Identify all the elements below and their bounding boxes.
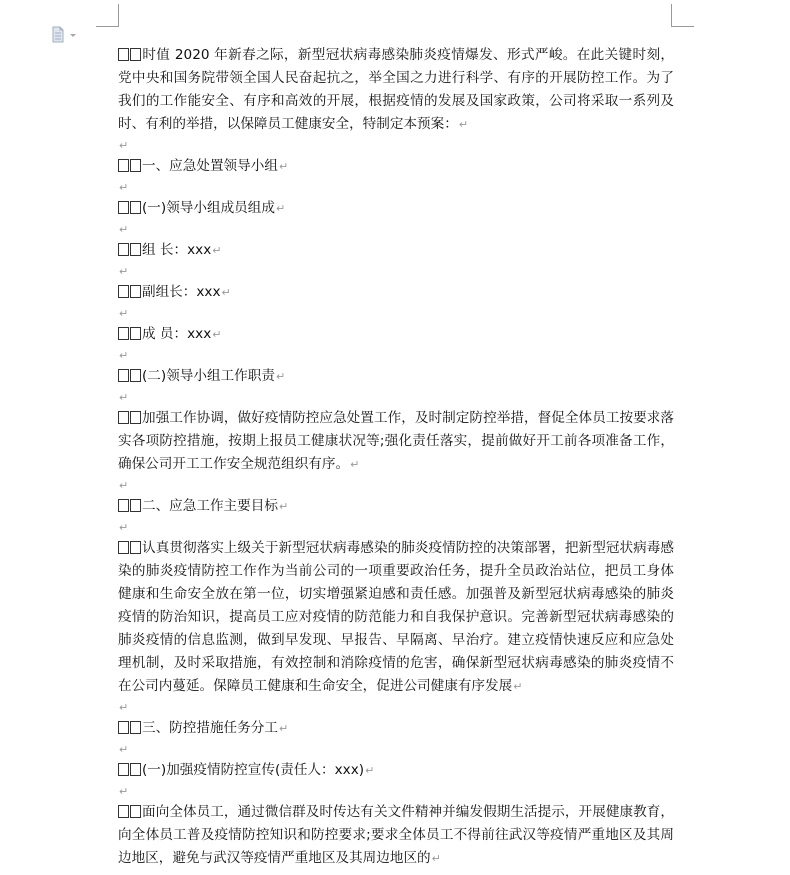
- empty-paragraph: [118, 740, 674, 759]
- paragraph-mark: ↵: [275, 370, 286, 383]
- paragraph-text: (二)领导小组工作职责: [142, 368, 275, 384]
- paragraph-text: 加强工作协调，做好疫情防控应急处置工作，及时制定防控举措，督促全体员工按要求落实各项防控措施，按期上报员工健康状况等;强化责任落实，提前做好开工前各项准备工作，确保公司开工工作安全规范组织有序。: [118, 410, 674, 472]
- empty-paragraph: [118, 388, 674, 407]
- paragraph-text: 成 员：xxx: [142, 326, 212, 342]
- paragraph-mark: ↵: [278, 160, 289, 173]
- indent-box: [118, 541, 129, 554]
- crop-mark-top-right: [671, 4, 694, 27]
- paragraph: [118, 44, 674, 136]
- indent-box: [130, 499, 141, 512]
- paragraph: [118, 365, 674, 388]
- paragraph-text: 二、应急工作主要目标: [142, 498, 278, 514]
- paragraph-mark: ↵: [119, 743, 129, 756]
- crop-mark-top-left: [96, 4, 119, 27]
- paragraph-text: 认真贯彻落实上级关于新型冠状病毒感染的肺炎疫情防控的决策部署，把新型冠状病毒感染的肺炎疫情防控工作作为当前公司的一项重要政治任务，提升全员政治站位，把员工身体健康和生命安全放在第一位，切实增强紧迫感和责任感。加强普及新型冠状病毒感染的肺炎疫情的防治知识，提高员工应对疫情的防范能力和自我保护意识。完善新型冠状病毒感染的肺炎疫情的信息监测，做到早发现、早报告、早隔离、早治疗。建立疫情快速反应和应急处理机制，及时采取措施，有效控制和消除疫情的危害，确保新型冠状病毒感染的肺炎疫情不在公司内蔓延。保障员工健康和生命安全，促进公司健康有序发展: [118, 540, 674, 694]
- document-body[interactable]: [118, 44, 674, 870]
- paragraph: [118, 759, 674, 782]
- paragraph-text: (一)领导小组成员组成: [142, 200, 275, 216]
- indent-box: [130, 201, 141, 214]
- paragraph-mark: ↵: [119, 265, 129, 278]
- paragraph-mark: ↵: [119, 521, 129, 534]
- paragraph-text: 时值 2020 年新春之际，新型冠状病毒感染肺炎疫情爆发、形式严峻。在此关键时刻，党中央和国务院带领全国人民奋起抗之，举全国之力进行科学、有序的开展防控工作。为了我们的工作能安全、有序和高效的开展，根据疫情的发展及国家政策，公司将采取一系列及时、有利的举措，以保障员工健康安全，特制定本预案：: [118, 47, 674, 132]
- paragraph: [118, 197, 674, 220]
- paragraph-mark: ↵: [119, 349, 129, 362]
- indent-box: [118, 159, 129, 172]
- indent-box: [118, 805, 129, 818]
- paragraph: [118, 155, 674, 178]
- paragraph-mark: ↵: [221, 286, 231, 299]
- indent-box: [130, 327, 141, 340]
- paragraph: [118, 717, 674, 740]
- paragraph-mark: ↵: [119, 181, 129, 194]
- indent-box: [130, 541, 141, 554]
- paragraph-text: (一)加强疫情防控宣传(责任人：xxx): [142, 762, 365, 778]
- empty-paragraph: [118, 178, 674, 197]
- empty-paragraph: [118, 346, 674, 365]
- paragraph-text: 三、防控措施任务分工: [142, 720, 278, 736]
- document-icon[interactable]: [50, 26, 80, 44]
- indent-box: [118, 327, 129, 340]
- paragraph-mark: ↵: [365, 764, 375, 777]
- empty-paragraph: [118, 698, 674, 717]
- indent-box: [130, 721, 141, 734]
- indent-box: [130, 285, 141, 298]
- paragraph-text: 副组长：xxx: [142, 284, 221, 300]
- paragraph: [118, 495, 674, 518]
- empty-paragraph: [118, 518, 674, 537]
- paragraph-mark: ↵: [119, 479, 129, 492]
- paragraph-mark: ↵: [119, 785, 129, 798]
- paragraph-mark: ↵: [278, 722, 289, 735]
- empty-paragraph: [118, 220, 674, 239]
- empty-paragraph: [118, 262, 674, 281]
- empty-paragraph: [118, 136, 674, 155]
- paragraph: [118, 537, 674, 698]
- paragraph-text: 一、应急处置领导小组: [142, 158, 278, 174]
- indent-box: [118, 243, 129, 256]
- indent-box: [118, 48, 129, 61]
- paragraph-mark: ↵: [119, 223, 129, 236]
- indent-box: [118, 763, 129, 776]
- indent-box: [118, 411, 129, 424]
- paragraph-mark: ↵: [119, 701, 129, 714]
- paragraph-text: 面向全体员工，通过微信群及时传达有关文件精神并编发假期生活提示，开展健康教育，向全体员工普及疫情防控知识和防控要求;要求全体员工不得前往武汉等疫情严重地区及其周边地区，避免与武汉等疫情严重地区及其周边地区的: [118, 804, 674, 866]
- paragraph-mark: ↵: [458, 118, 469, 131]
- indent-box: [130, 48, 141, 61]
- paragraph-mark: ↵: [350, 458, 360, 471]
- paragraph-mark: ↵: [431, 852, 441, 865]
- indent-box: [130, 805, 141, 818]
- paragraph-mark: ↵: [278, 500, 289, 513]
- indent-box: [130, 159, 141, 172]
- paragraph-mark: ↵: [212, 328, 222, 341]
- paragraph-mark: ↵: [513, 680, 523, 693]
- paragraph: [118, 281, 674, 304]
- paragraph-mark: ↵: [119, 139, 129, 152]
- empty-paragraph: [118, 476, 674, 495]
- empty-paragraph: [118, 782, 674, 801]
- paragraph-mark: ↵: [275, 202, 286, 215]
- indent-box: [118, 369, 129, 382]
- paragraph: [118, 407, 674, 476]
- paragraph-mark: ↵: [119, 391, 129, 404]
- paragraph: [118, 239, 674, 262]
- indent-box: [118, 721, 129, 734]
- paragraph-text: 组 长：xxx: [142, 242, 212, 258]
- paragraph-mark: ↵: [119, 307, 129, 320]
- indent-box: [118, 499, 129, 512]
- paragraph: [118, 801, 674, 870]
- paragraph: [118, 323, 674, 346]
- indent-box: [130, 369, 141, 382]
- empty-paragraph: [118, 304, 674, 323]
- indent-box: [130, 763, 141, 776]
- indent-box: [130, 243, 141, 256]
- indent-box: [130, 411, 141, 424]
- paragraph-mark: ↵: [212, 244, 222, 257]
- indent-box: [118, 285, 129, 298]
- indent-box: [118, 201, 129, 214]
